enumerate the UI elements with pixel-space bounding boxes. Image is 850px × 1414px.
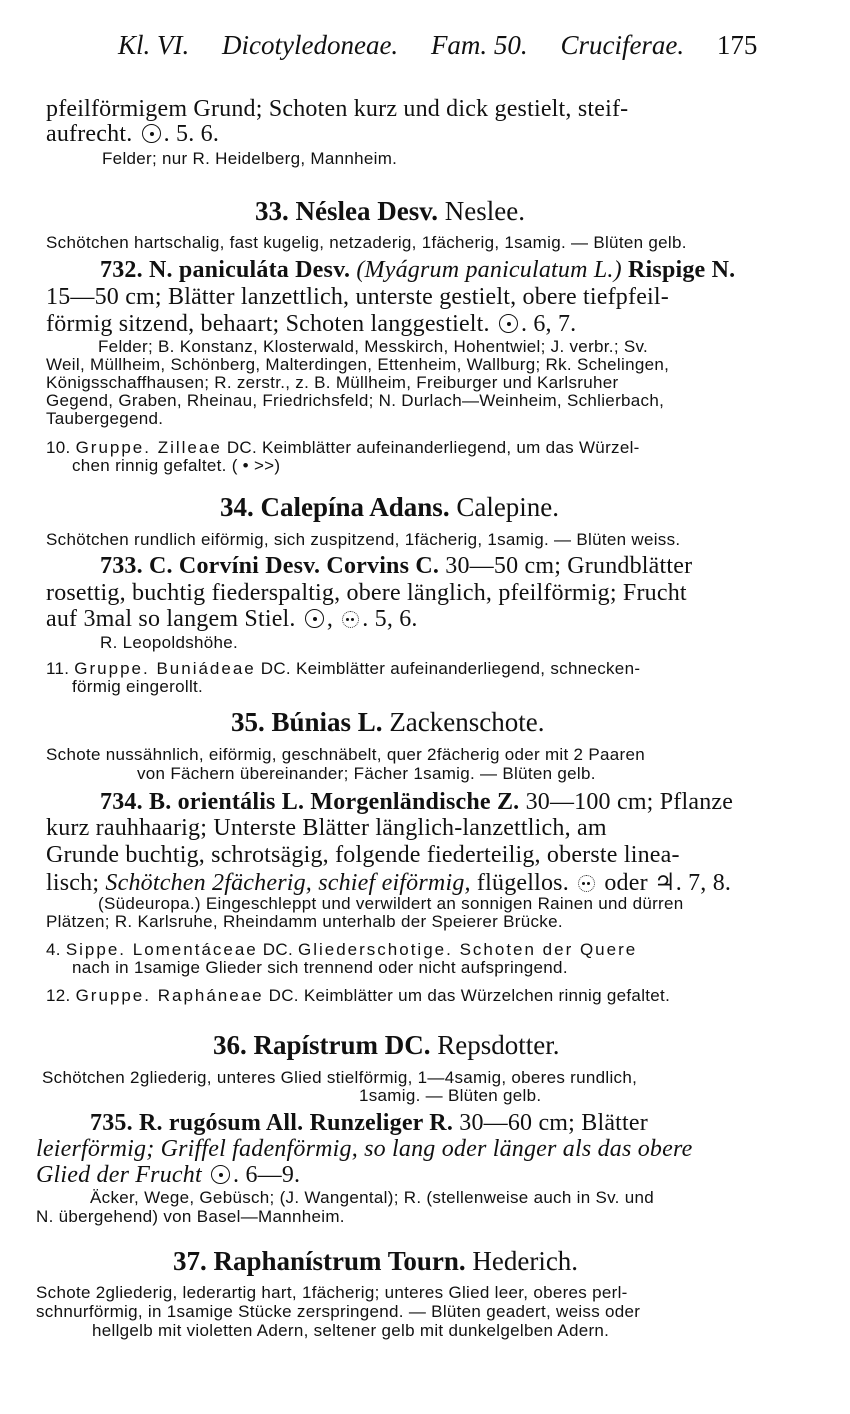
text-span: Gliederschotige. Schoten der Quere: [298, 940, 638, 959]
text-span: 10.: [46, 438, 76, 457]
group-line: förmig eingerollt.: [72, 677, 204, 696]
text-span: 30—60 cm; Blätter: [459, 1110, 648, 1136]
species-name: 733. C. Corvíni Desv.: [100, 553, 321, 579]
running-header: [118, 30, 828, 61]
tribe-line: [46, 940, 637, 960]
text-span: Schötchen 2fächerig, schief eiförmig,: [105, 870, 471, 896]
locality-line: Äcker, Wege, Gebüsch; (J. Wangental); R. (stellenweise auch in Sv. und: [90, 1188, 654, 1207]
locality-line: Felder; nur R. Heidelberg, Mannheim.: [102, 149, 398, 168]
genus-description: hellgelb mit violetten Adern, seltener gelb mit dunkelgelben Adern.: [92, 1321, 610, 1340]
species-line: [100, 257, 735, 284]
text-span: DC. Keimblätter aufeinanderliegend, schnecken-: [255, 659, 641, 678]
genus-number: 36.: [213, 1030, 247, 1060]
locality-line: Plätzen; R. Karlsruhe, Rheindamm unterhalb der Speierer Brücke.: [46, 912, 563, 931]
species-line: [100, 789, 733, 816]
genus-name: Raphanístrum Tourn.: [213, 1246, 466, 1276]
genus-heading: [220, 492, 559, 523]
text-line: [46, 606, 418, 633]
biennial-icon: [342, 611, 359, 628]
locality-line: Taubergegend.: [46, 409, 164, 428]
text-span: 30—50 cm; Grundblätter: [445, 553, 693, 579]
text-span: . 5, 6.: [362, 606, 418, 632]
genus-name: Néslea Desv.: [295, 196, 438, 226]
text-span: Gruppe. Rapháneae: [75, 986, 264, 1005]
text-line: [46, 311, 576, 338]
text-span: 30—100 cm; Pflanze: [525, 789, 734, 815]
text-line: kurz rauhhaarig; Unterste Blätter länglich-lanzettlich, am: [46, 815, 607, 841]
text-span: 4.: [46, 940, 66, 959]
genus-number: 34.: [220, 492, 254, 522]
species-name: 735. R. rugósum All.: [90, 1110, 304, 1136]
text-line: [36, 1162, 300, 1189]
genus-german-name: Repsdotter.: [437, 1030, 560, 1060]
genus-heading: [231, 707, 544, 738]
species-german-name: Corvins C.: [326, 553, 440, 579]
genus-description: Schötchen hartschalig, fast kugelig, netzaderig, 1fächerig, 1samig. — Blüten gelb.: [46, 233, 687, 252]
header-family-name: Cruciferae.: [560, 30, 685, 60]
text-span: . 6, 7.: [520, 311, 577, 337]
group-line: [46, 986, 670, 1006]
genus-description: Schötchen rundlich eiförmig, sich zuspitzend, 1fächerig, 1samig. — Blüten weiss.: [46, 530, 681, 549]
header-subclass: Dicotyledoneae.: [222, 30, 399, 60]
text-line: leierförmig; Griffel fadenförmig, so lang oder länger als das obere: [36, 1136, 693, 1162]
annual-icon: [499, 314, 518, 333]
genus-number: 33.: [255, 196, 289, 226]
text-line: Grunde buchtig, schrotsägig, folgende fiederteilig, oberste linea-: [46, 842, 680, 868]
species-line: [90, 1110, 648, 1137]
genus-description: von Fächern übereinander; Fächer 1samig. — Blüten gelb.: [137, 764, 596, 783]
text-span: lisch;: [46, 870, 106, 896]
text-span: Glied der Frucht: [36, 1162, 202, 1188]
text-span: flügellos.: [470, 870, 569, 896]
text-span: . 6—9.: [233, 1162, 301, 1188]
species-line: [100, 553, 692, 580]
text-span: DC.: [257, 940, 298, 959]
locality-line: N. übergehend) von Basel—Mannheim.: [36, 1207, 345, 1226]
text-span: auf 3mal so langem Stiel.: [46, 606, 296, 632]
text-span: ,: [326, 606, 334, 632]
text-span: Sippe. Lomentáceae: [65, 940, 258, 959]
genus-description: Schote 2gliederig, lederartig hart, 1fächerig; unteres Glied leer, oberes perl-: [36, 1283, 628, 1302]
genus-german-name: Zackenschote.: [389, 707, 545, 737]
text-line: [46, 121, 219, 148]
genus-description: Schötchen 2gliederig, unteres Glied stielförmig, 1—4samig, oberes rundlich,: [42, 1068, 638, 1087]
text-span: oder ♃. 7, 8.: [598, 870, 732, 896]
genus-heading: [173, 1246, 578, 1277]
species-german-name: Runzeliger R.: [309, 1110, 454, 1136]
genus-description: schnurförmig, in 1samige Stücke zerspringend. — Blüten geadert, weiss oder: [36, 1302, 641, 1321]
group-line: [46, 659, 640, 679]
genus-name: Búnias L.: [271, 707, 383, 737]
text-span: 11.: [46, 659, 75, 678]
locality-line: R. Leopoldshöhe.: [100, 633, 239, 652]
header-class: Kl. VI.: [118, 30, 190, 60]
annual-icon: [305, 609, 324, 628]
text-line: pfeilförmigem Grund; Schoten kurz und dick gestielt, steif-: [46, 96, 629, 122]
biennial-icon: [578, 875, 595, 892]
genus-german-name: Calepine.: [456, 492, 560, 522]
text-span: aufrecht.: [46, 121, 133, 147]
annual-icon: [142, 124, 161, 143]
text-span: Gruppe. Zilleae: [75, 438, 222, 457]
genus-german-name: Neslee.: [444, 196, 525, 226]
genus-german-name: Hederich.: [472, 1246, 579, 1276]
tribe-line: nach in 1samige Glieder sich trennend oder nicht aufspringend.: [72, 958, 568, 977]
genus-number: 37.: [173, 1246, 207, 1276]
genus-name: Calepína Adans.: [260, 492, 450, 522]
text-line: 15—50 cm; Blätter lanzettlich, unterste gestielt, obere tiefpfeil-: [46, 284, 669, 310]
species-synonym: (Myágrum paniculatum L.): [356, 257, 622, 283]
locality-line: Königsschaffhausen; R. zerstr., z. B. Müllheim, Freiburger und Karlsruher: [46, 373, 619, 392]
text-span: . 5. 6.: [163, 121, 220, 147]
text-span: förmig sitzend, behaart; Schoten langgestielt.: [46, 311, 490, 337]
genus-heading: [255, 196, 525, 227]
text-span: DC. Keimblätter aufeinanderliegend, um das Würzel-: [221, 438, 640, 457]
header-family: Fam. 50.: [430, 30, 528, 60]
locality-line: (Südeuropa.) Eingeschleppt und verwildert an sonnigen Rainen und dürren: [98, 894, 684, 913]
page-number: 175: [716, 30, 758, 60]
locality-line: Weil, Müllheim, Schönberg, Malterdingen, Ettenheim, Wallburg; Rk. Schelingen,: [46, 355, 670, 374]
text-span: DC. Keimblätter um das Würzelchen rinnig gefaltet.: [263, 986, 671, 1005]
genus-heading: [213, 1030, 560, 1061]
text-span: Gruppe. Buniádeae: [74, 659, 256, 678]
locality-line: Felder; B. Konstanz, Klosterwald, Messkirch, Hohentwiel; J. verbr.; Sv.: [98, 337, 649, 356]
genus-description: Schote nussähnlich, eiförmig, geschnäbelt, quer 2fächerig oder mit 2 Paaren: [46, 745, 645, 764]
genus-name: Rapístrum DC.: [253, 1030, 431, 1060]
genus-number: 35.: [231, 707, 265, 737]
locality-line: Gegend, Graben, Rheinau, Friedrichsfeld; N. Durlach—Weinheim, Schlierbach,: [46, 391, 665, 410]
text-line: rosettig, buchtig fiederspaltig, obere länglich, pfeilförmig; Frucht: [46, 580, 687, 606]
species-german-name: Rispige N.: [628, 257, 736, 283]
annual-icon: [211, 1165, 230, 1184]
genus-description: 1samig. — Blüten gelb.: [359, 1086, 542, 1105]
group-line: chen rinnig gefaltet. ( • >>): [72, 456, 281, 475]
species-name: 734. B. orientális L.: [100, 789, 305, 815]
text-span: 12.: [46, 986, 76, 1005]
text-line: [46, 868, 731, 897]
group-line: [46, 438, 640, 458]
species-name: 732. N. paniculáta Desv.: [100, 257, 351, 283]
species-german-name: Morgenländische Z.: [310, 789, 520, 815]
